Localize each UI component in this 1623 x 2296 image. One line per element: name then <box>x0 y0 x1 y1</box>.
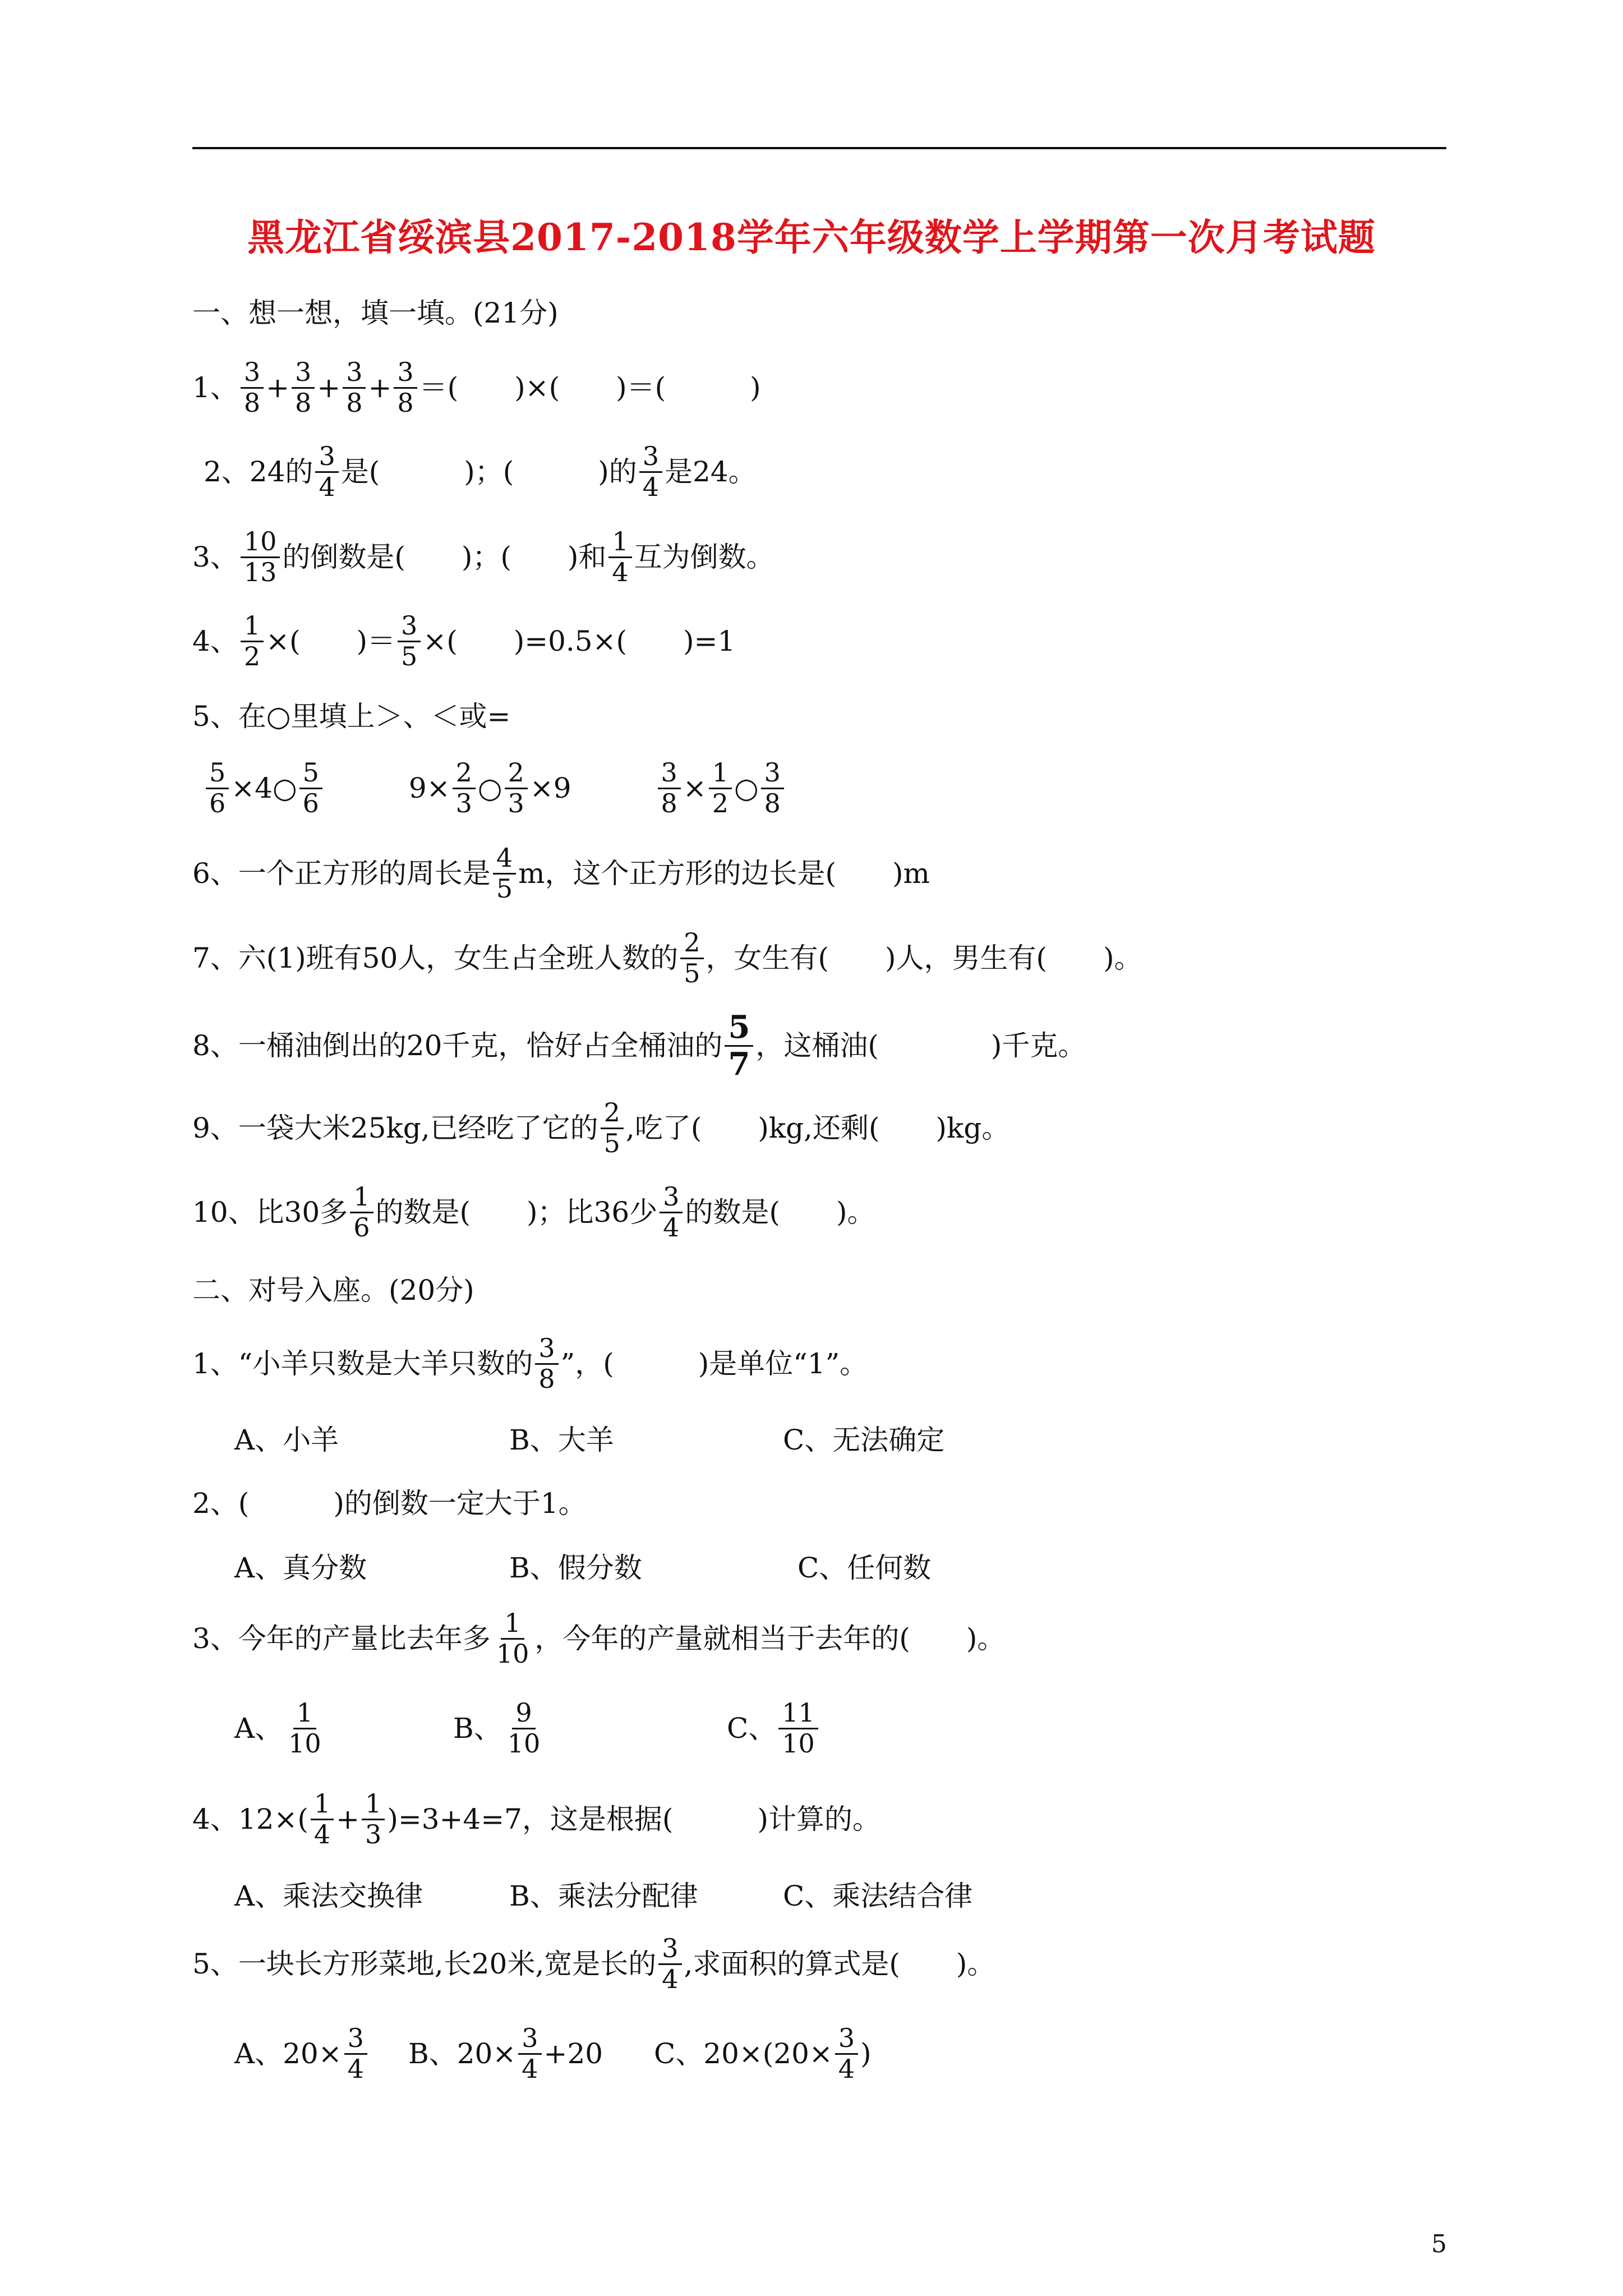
question-1-2: 2、24的 $\frac{3}{4}$ 是( )；( )的 $\frac{3}{4}$ 是24。 <box>204 441 757 502</box>
question-2-2: 2、( )的倒数一定大于1。 <box>192 1487 587 1520</box>
page-number: 5 <box>1431 2230 1447 2258</box>
option-2-4-c: C、乘法结合律 <box>783 1880 973 1912</box>
option-2-4-a: A、乘法交换律 <box>234 1880 423 1912</box>
question-1-1: 1、 $\frac{3}{8}$ + $\frac{3}{8}$ + $\frac{3}{8}$ + $\frac{3}{8}$ ＝( )×( )＝( ) <box>192 357 761 418</box>
question-2-5: 5、一块长方形菜地,长20米,宽是长的 $\frac{3}{4}$ ,求面积的算式是( )。 <box>192 1933 995 1994</box>
question-1-9: 9、一袋大米25kg,已经吃了它的 $\frac{2}{5}$ ,吃了( )kg,还剩( )kg。 <box>192 1097 1010 1158</box>
page-title: 黑龙江省绥滨县2017-2018学年六年级数学上学期第一次月考试题 <box>247 215 1376 259</box>
question-1-5: 5、在○里填上＞、＜或= <box>192 700 511 733</box>
question-2-1: 1、“小羊只数是大羊只数的 $\frac{3}{8}$ ”，( )是单位“1”。 <box>192 1333 868 1394</box>
header-rule <box>192 147 1446 149</box>
option-2-3-c: C、 $\frac{11}{10}$ <box>727 1699 820 1758</box>
question-1-10: 10、比30多 $\frac{1}{6}$ 的数是( )；比36少 $\frac{3}{4}$ 的数是( )。 <box>192 1181 875 1243</box>
question-2-3: 3、今年的产量比去年多 $\frac{1}{10}$ ，今年的产量就相当于去年的( )。 <box>192 1608 1006 1669</box>
question-1-5-row: $\frac{5}{6}$ ×4○ $\frac{5}{6}$ 9× $\frac{2}{3}$ ○ $\frac{2}{3}$ ×9 $\frac{3}{8}$ × $\frac{1}{2}$ ○ $\frac{3}{8}$ <box>204 758 786 818</box>
option-2-2-a: A、真分数 <box>234 1552 367 1584</box>
option-2-5-a: A、20× $\frac{3}{4}$ <box>234 2024 370 2083</box>
option-2-1-c: C、无法确定 <box>783 1424 945 1456</box>
question-1-4: 4、 $\frac{1}{2}$ ×( )＝ $\frac{3}{5}$ ×( )=0.5×( )=1 <box>192 610 736 671</box>
option-2-5-c: C、20×(20× $\frac{3}{4}$ ) <box>654 2023 872 2084</box>
question-1-8: 8、一桶油倒出的20千克，恰好占全桶油的 $\frac{5}{7}$ ，这桶油( )千克。 <box>192 1009 1086 1083</box>
option-2-1-a: A、小羊 <box>234 1424 339 1456</box>
question-1-3: 3、 $\frac{10}{13}$ 的倒数是( )；( )和 $\frac{1}{4}$ 互为倒数。 <box>192 526 774 587</box>
option-2-5-b: B、20× $\frac{3}{4}$ +20 <box>408 2023 603 2084</box>
section2-heading: 二、对号入座。(20分) <box>192 1274 474 1306</box>
option-2-1-b: B、大羊 <box>509 1424 614 1456</box>
option-2-4-b: B、乘法分配律 <box>509 1880 698 1912</box>
option-2-2-b: B、假分数 <box>509 1552 642 1584</box>
question-2-4: 4、12×( $\frac{1}{4}$ + $\frac{1}{3}$ )=3+4=7，这是根据( )计算的。 <box>192 1788 880 1849</box>
option-2-3-a: A、 $\frac{1}{10}$ <box>234 1697 321 1759</box>
option-2-3-b: B、 $\frac{9}{10}$ <box>453 1697 541 1759</box>
question-1-6: 6、一个正方形的周长是 $\frac{4}{5}$ m，这个正方形的边长是( )m <box>192 843 930 904</box>
section1-heading: 一、想一想，填一填。(21分) <box>192 297 559 329</box>
question-1-7: 7、六(1)班有50人，女生占全班人数的 $\frac{2}{5}$ ，女生有( )人，男生有( )。 <box>192 927 1142 988</box>
option-2-2-c: C、任何数 <box>797 1552 932 1584</box>
